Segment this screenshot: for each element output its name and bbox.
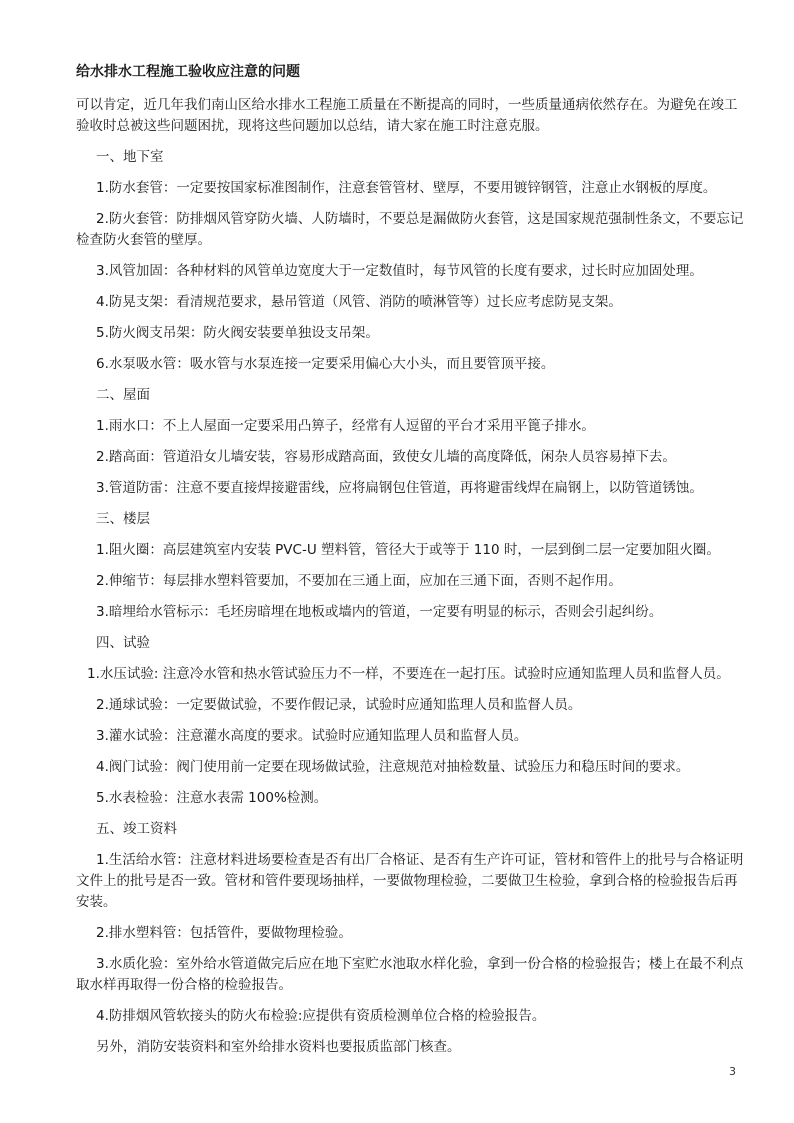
section-heading-completion-docs: 五、竣工资料 [96,821,177,837]
section-heading-roof: 二、屋面 [96,387,150,403]
tests-item-1: 1.水压试验: 注意冷水管和热水管试验压力不一样，不要连在一起打压。试验时应通知监理人员和监督人员。 [87,666,730,682]
floors-item-2: 2.伸缩节：每层排水塑料管要加，不要加在三通上面，应加在三通下面，否则不起作用。 [96,573,622,589]
roof-item-1: 1.雨水口：不上人屋面一定要采用凸箅子，经常有人逗留的平台才采用平篦子排水。 [96,418,595,434]
completion-item-4: 4.防排烟风管软接头的防火布检验:应提供有资质检测单位合格的检验报告。 [96,1008,546,1024]
basement-item-4: 4.防晃支架：看清规范要求，悬吊管道（风管、消防的喷淋管等）过长应考虑防晃支架。 [96,294,622,310]
floors-item-3: 3.暗埋给水管标示：毛坯房暗埋在地板或墙内的管道，一定要有明显的标示，否则会引起纠纷。 [96,604,663,620]
completion-item-2: 2.排水塑料管：包括管件，要做物理检验。 [96,925,352,941]
roof-item-3: 3.管道防雷：注意不要直接焊接避雷线，应将扁钢包住管道，再将避雷线焊在扁钢上，以防管道锈蚀。 [96,480,703,496]
completion-item-3: 3.水质化验：室外给水管道做完后应在地下室贮水池取水样化验，拿到一份合格的检验报告；楼上在最不利点取水样再取得一份合格的检验报告。 [76,956,744,993]
basement-item-1: 1.防水套管：一定要按国家标准图制作，注意套管管材、壁厚，不要用镀锌钢管，注意止水钢板的厚度。 [96,180,717,196]
floors-item-1: 1.阻火圈：高层建筑室内安装 PVC-U 塑料管，管径大于或等于 110 时，一层到倒二层一定要加阻火圈。 [96,542,720,558]
closing-paragraph: 另外，消防安装资料和室外给排水资料也要报质监部门核查。 [96,1039,461,1055]
document-title: 给水排水工程施工验收应注意的问题 [76,64,300,80]
basement-item-5: 5.防火阀支吊架：防火阀安装要单独设支吊架。 [96,325,379,341]
basement-item-3: 3.风管加固：各种材料的风管单边宽度大于一定数值时，每节风管的长度有要求，过长时应加固处理。 [96,263,703,279]
page-number: 3 [729,1065,736,1078]
roof-item-2: 2.踏高面：管道沿女儿墙安装，容易形成踏高面，致使女儿墙的高度降低，闲杂人员容易掉下去。 [96,449,676,465]
section-heading-floors: 三、楼层 [96,511,150,527]
tests-item-2: 2.通球试验：一定要做试验，不要作假记录，试验时应通知监理人员和监督人员。 [96,697,582,713]
section-heading-basement: 一、地下室 [96,149,164,165]
section-heading-tests: 四、试验 [96,635,150,651]
basement-item-6: 6.水泵吸水管：吸水管与水泵连接一定要采用偏心大小头，而且要管顶平接。 [96,356,555,372]
intro-paragraph: 可以肯定，近几年我们南山区给水排水工程施工质量在不断提高的同时，一些质量通病依然存在。为避免在竣工验收时总被这些问题困扰，现将这些问题加以总结，请大家在施工时注意克服。 [76,97,738,134]
tests-item-4: 4.阀门试验：阀门使用前一定要在现场做试验，注意规范对抽检数量、试验压力和稳压时间的要求。 [96,759,690,775]
tests-item-3: 3.灌水试验：注意灌水高度的要求。试验时应通知监理人员和监督人员。 [96,728,528,744]
completion-item-1: 1.生活给水管：注意材料进场要检查是否有出厂合格证、是否有生产许可证，管材和管件上的批号与合格证明文件上的批号是否一致。管材和管件要现场抽样，一要做物理检验，二要做卫生检验，拿到合格的检验报告后再安装。 [76,852,744,910]
tests-item-5: 5.水表检验：注意水表需 100%检测。 [96,790,328,806]
basement-item-2: 2.防火套管：防排烟风管穿防火墙、人防墙时，不要总是漏做防火套管，这是国家规范强制性条文，不要忘记检查防火套管的壁厚。 [76,211,744,248]
document-page [76,62,744,1058]
